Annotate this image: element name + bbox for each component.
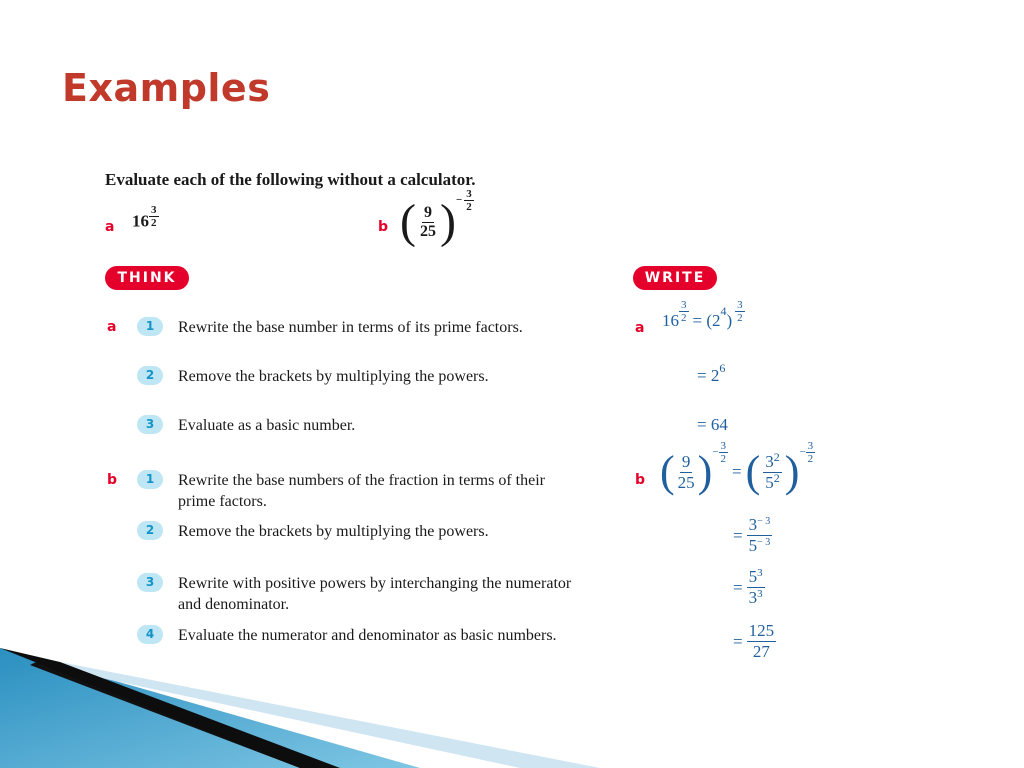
question-b-numerator: 9 <box>423 203 432 221</box>
work-a-line1: 16 $\frac{3}{2}$ = (2 4 ) $\frac{3}{2}$ <box>662 299 743 330</box>
slide-title: Examples <box>62 66 271 110</box>
work-a-line3: = 64 <box>697 415 728 434</box>
work-a-line2: = $2^6$ <box>697 361 726 385</box>
step-number: 2 <box>137 521 163 540</box>
step-number: 3 <box>137 415 163 434</box>
part-a-label: a <box>105 219 115 235</box>
step-number: 2 <box>137 366 163 385</box>
step-number: 4 <box>137 625 163 644</box>
think-badge: THINK <box>105 266 189 290</box>
steps-a-label: a <box>107 319 117 335</box>
question-a-base: 16 <box>132 211 149 231</box>
work-b-line3: = $\frac{5^3}{3^3}$ <box>733 567 763 607</box>
step-number: 3 <box>137 573 163 592</box>
work-b-line1: ( $\frac{9}{25}$ ) − $\frac{3}{2}$ = ( $\frac{3^2}{5^2}$ ) − $\frac{3}{2}$ <box>660 439 814 496</box>
step-text: Remove the brackets by multiplying the powers. <box>178 523 489 540</box>
part-b-label: b <box>378 219 389 235</box>
step-text: Evaluate as a basic number. <box>178 417 356 434</box>
step-number: 1 <box>137 317 163 336</box>
write-badge: WRITE <box>633 266 717 290</box>
instructions: Evaluate each of the following without a calculator. <box>105 170 476 189</box>
steps-b-label: b <box>107 472 118 488</box>
step-text: Rewrite the base numbers of the fraction in terms of their prime factors. <box>178 472 545 510</box>
work-a-label: a <box>635 320 645 336</box>
step-text: Rewrite the base number in terms of its prime factors. <box>178 319 523 336</box>
question-b-exponent: − $\frac{3}{2}$ <box>455 187 472 213</box>
question-a-exponent: $\frac{3}{2}$ <box>151 204 157 229</box>
step-text: Rewrite with positive powers by interchanging the numerator and denominator. <box>178 575 572 613</box>
question-b-denominator: 25 <box>419 222 436 240</box>
question-a <box>132 204 159 235</box>
work-b-line2: = $\frac{3^{- 3}}{5^{- 3}}$ <box>733 515 771 555</box>
work-b-label: b <box>635 472 646 488</box>
step-text: Evaluate the numerator and denominator as basic numbers. <box>178 627 557 644</box>
step-text: Remove the brackets by multiplying the powers. <box>178 368 489 385</box>
step-number: 1 <box>137 470 163 489</box>
question-b: ( $\frac{9}{25}$ ) − $\frac{3}{2}$ <box>400 187 472 248</box>
work-b-line4: = $\frac{125}{27}$ <box>733 621 775 661</box>
